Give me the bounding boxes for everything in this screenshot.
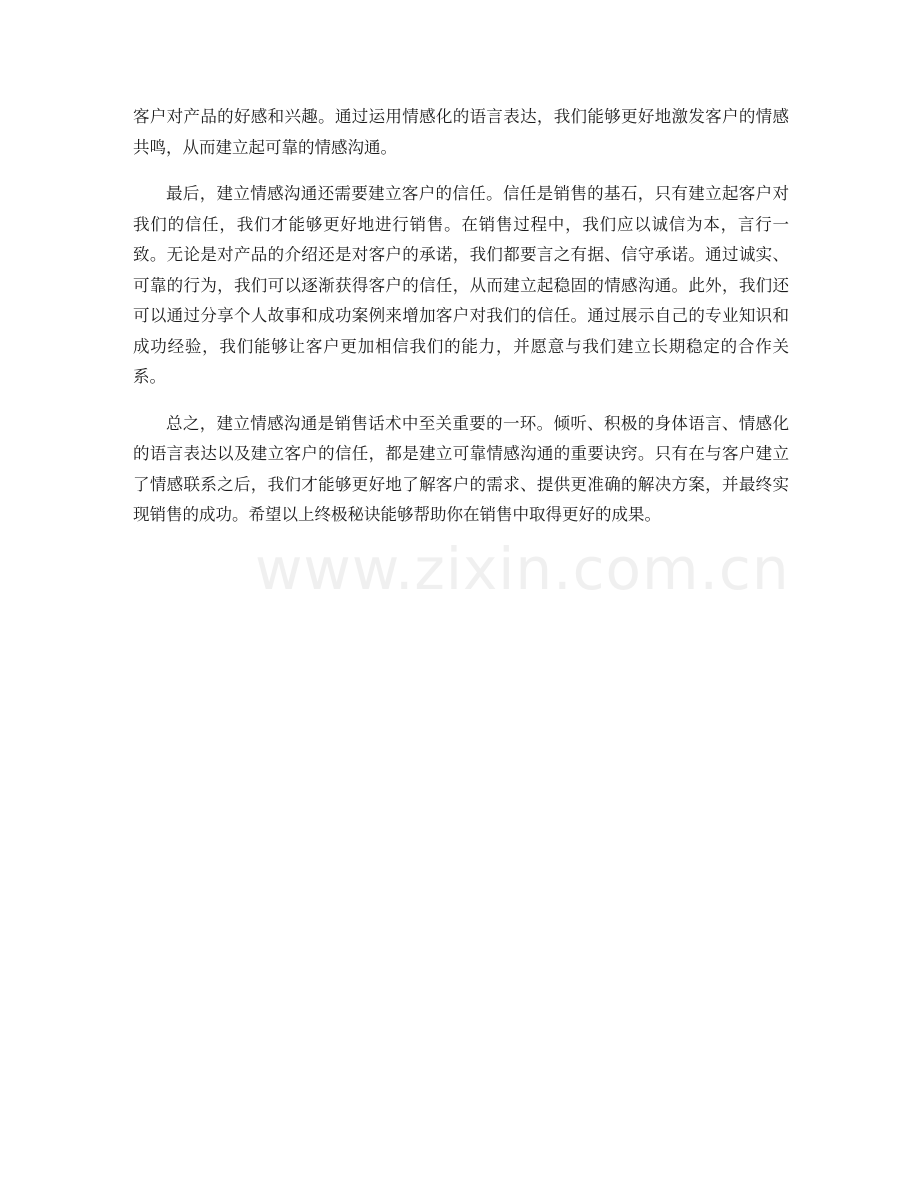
document-body xyxy=(133,102,789,547)
paragraph-trust: 最后，建立情感沟通还需要建立客户的信任。信任是销售的基石，只有建立起客户对我们的信任，我们才能够更好地进行销售。在销售过程中，我们应以诚信为本，言行一致。无论是对产品的介绍还是对客户的承诺，我们都要言之有据、信守承诺。通过诚实、可靠的行为，我们可以逐渐获得客户的信任，从而建立起稳固的情感沟通。此外，我们还可以通过分享个人故事和成功案例来增加客户对我们的信任。通过展示自己的专业知识和成功经验，我们能够让客户更加相信我们的能力，并愿意与我们建立长期稳定的合作关系。 xyxy=(133,184,789,386)
watermark: www.zixin.com.cn xyxy=(255,535,790,603)
paragraph-continued: 客户对产品的好感和兴趣。通过运用情感化的语言表达，我们能够更好地激发客户的情感共鸣，从而建立起可靠的情感沟通。 xyxy=(133,107,789,157)
paragraph-conclusion: 总之，建立情感沟通是销售话术中至关重要的一环。倾听、积极的身体语言、情感化的语言表达以及建立客户的信任，都是建立可靠情感沟通的重要诀窍。只有在与客户建立了情感联系之后，我们才能够更好地了解客户的需求、提供更准确的解决方案，并最终实现销售的成功。希望以上终极秘诀能够帮助你在销售中取得更好的成果。 xyxy=(133,413,789,524)
